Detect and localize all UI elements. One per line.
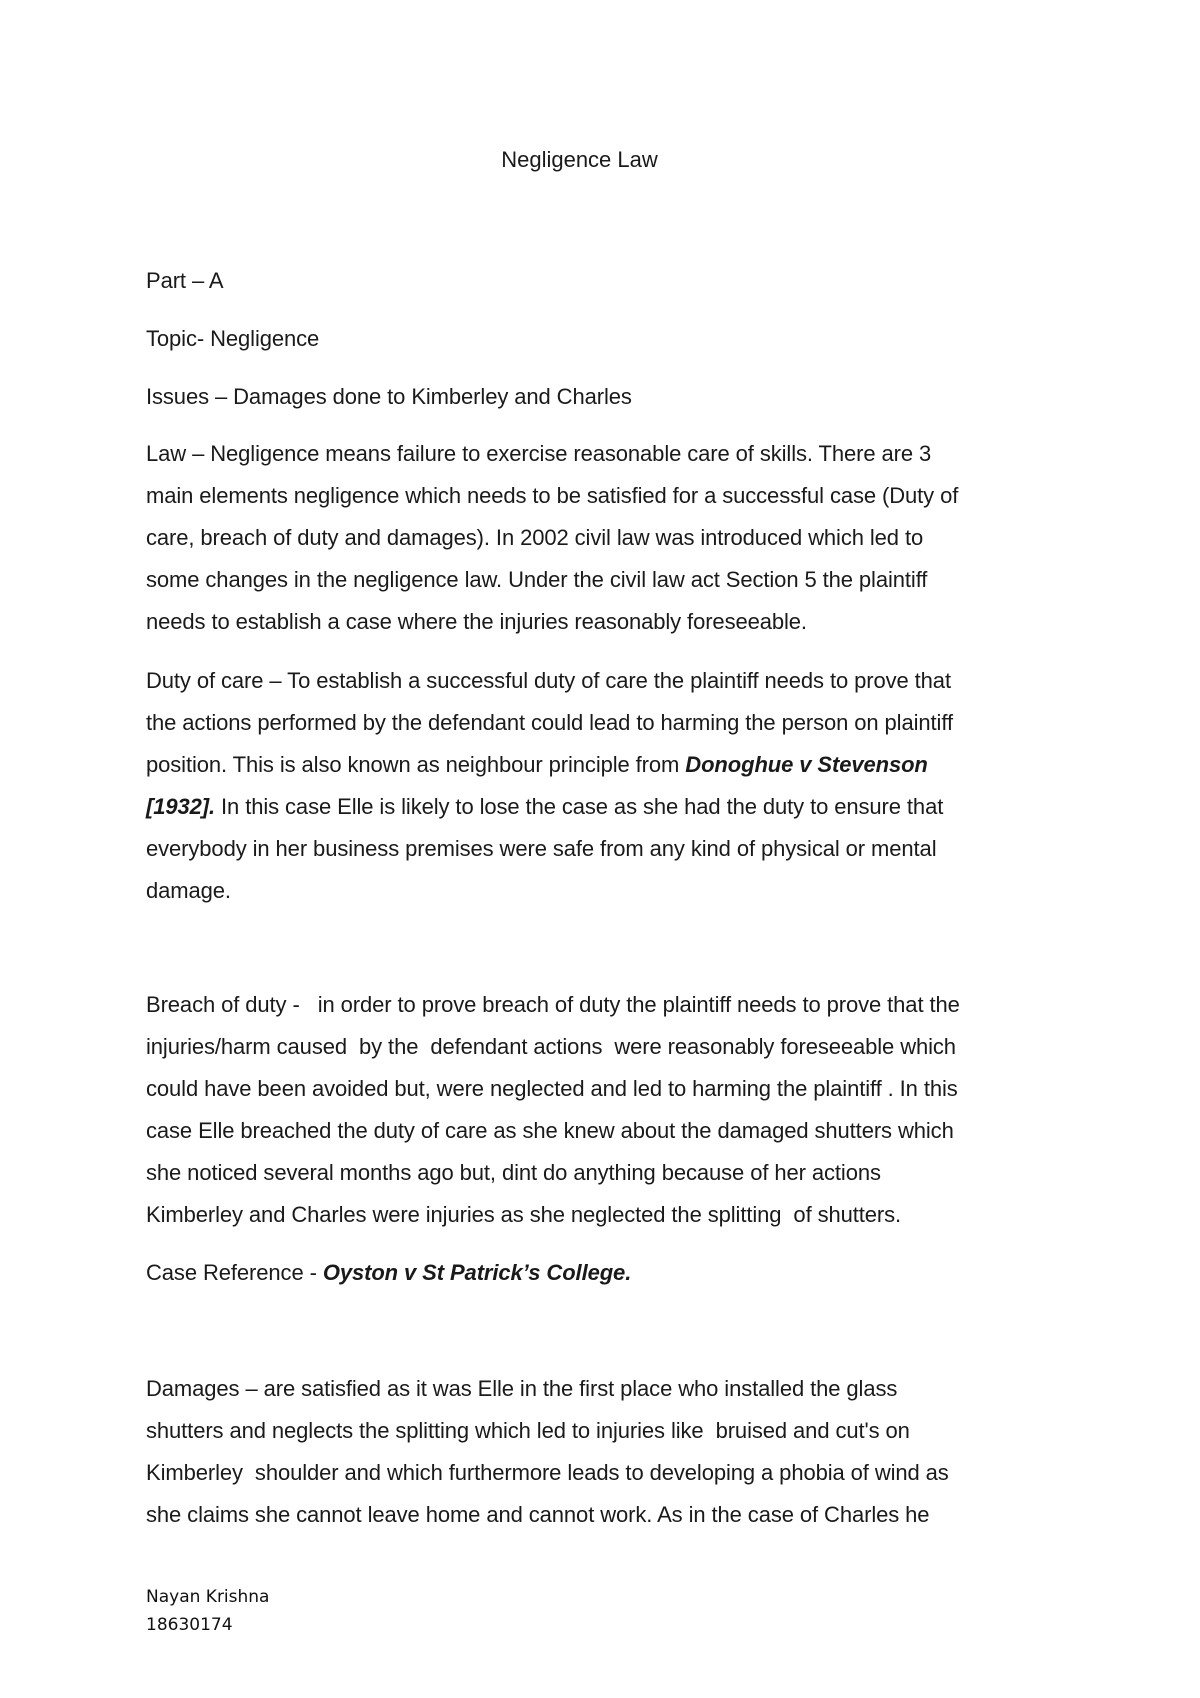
breach-line: Kimberley and Charles were injuries as she neglected the splitting of shutters. <box>146 1202 902 1227</box>
duty-line <box>146 744 1066 786</box>
duty-line: Duty of care – To establish a successful duty of care the plaintiff needs to prove that <box>146 668 951 693</box>
footer-student-id: 18630174 <box>146 1615 233 1635</box>
footer-author-name: Nayan Krishna <box>146 1587 270 1607</box>
duty-line <box>146 786 1066 828</box>
law-line: needs to establish a case where the injuries reasonably foreseeable. <box>146 609 807 634</box>
law-line: care, breach of duty and damages). In 2002 civil law was introduced which led to <box>146 525 924 550</box>
damages-line: she claims she cannot leave home and cannot work. As in the case of Charles he <box>146 1502 930 1527</box>
case-reference-label: Case Reference - <box>146 1260 323 1285</box>
case-reference-line <box>146 1252 1066 1294</box>
duty-line: damage. <box>146 878 231 903</box>
issues-line: Issues – Damages done to Kimberley and Charles <box>146 384 632 409</box>
document-title: Negligence Law <box>501 147 658 172</box>
case-reference-citation: Oyston v St Patrick’s College. <box>322 1260 632 1285</box>
law-line: Law – Negligence means failure to exercise reasonable care of skills. There are 3 <box>146 441 932 466</box>
law-line: some changes in the negligence law. Under the civil law act Section 5 the plaintiff <box>146 567 928 592</box>
part-heading: Part – A <box>146 268 224 293</box>
duty-text: position. This is also known as neighbour principle from <box>146 752 686 777</box>
breach-line: she noticed several months ago but, dint do anything because of her actions <box>146 1160 881 1185</box>
breach-line: Breach of duty - in order to prove breach of duty the plaintiff needs to prove that the <box>146 992 960 1017</box>
case-citation: Donoghue v Stevenson <box>685 752 928 777</box>
damages-line: shutters and neglects the splitting which led to injuries like bruised and cut's on <box>146 1418 910 1443</box>
law-line: main elements negligence which needs to be satisfied for a successful case (Duty of <box>146 483 959 508</box>
topic-line: Topic- Negligence <box>146 326 320 351</box>
duty-of-care-paragraph <box>146 660 1066 912</box>
breach-line: case Elle breached the duty of care as she knew about the damaged shutters which <box>146 1118 954 1143</box>
damages-paragraph <box>146 1368 1066 1536</box>
duty-line: the actions performed by the defendant could lead to harming the person on plaintiff <box>146 710 953 735</box>
law-paragraph <box>146 433 1066 643</box>
case-year: [1932]. <box>146 794 216 819</box>
duty-line: everybody in her business premises were safe from any kind of physical or mental <box>146 836 937 861</box>
breach-line: could have been avoided but, were neglected and led to harming the plaintiff . In this <box>146 1076 958 1101</box>
duty-text: In this case Elle is likely to lose the case as she had the duty to ensure that <box>215 794 944 819</box>
breach-of-duty-paragraph <box>146 984 1066 1236</box>
breach-line: injuries/harm caused by the defendant actions were reasonably foreseeable which <box>146 1034 956 1059</box>
damages-line: Damages – are satisfied as it was Elle in the first place who installed the glass <box>146 1376 898 1401</box>
damages-line: Kimberley shoulder and which furthermore leads to developing a phobia of wind as <box>146 1460 949 1485</box>
